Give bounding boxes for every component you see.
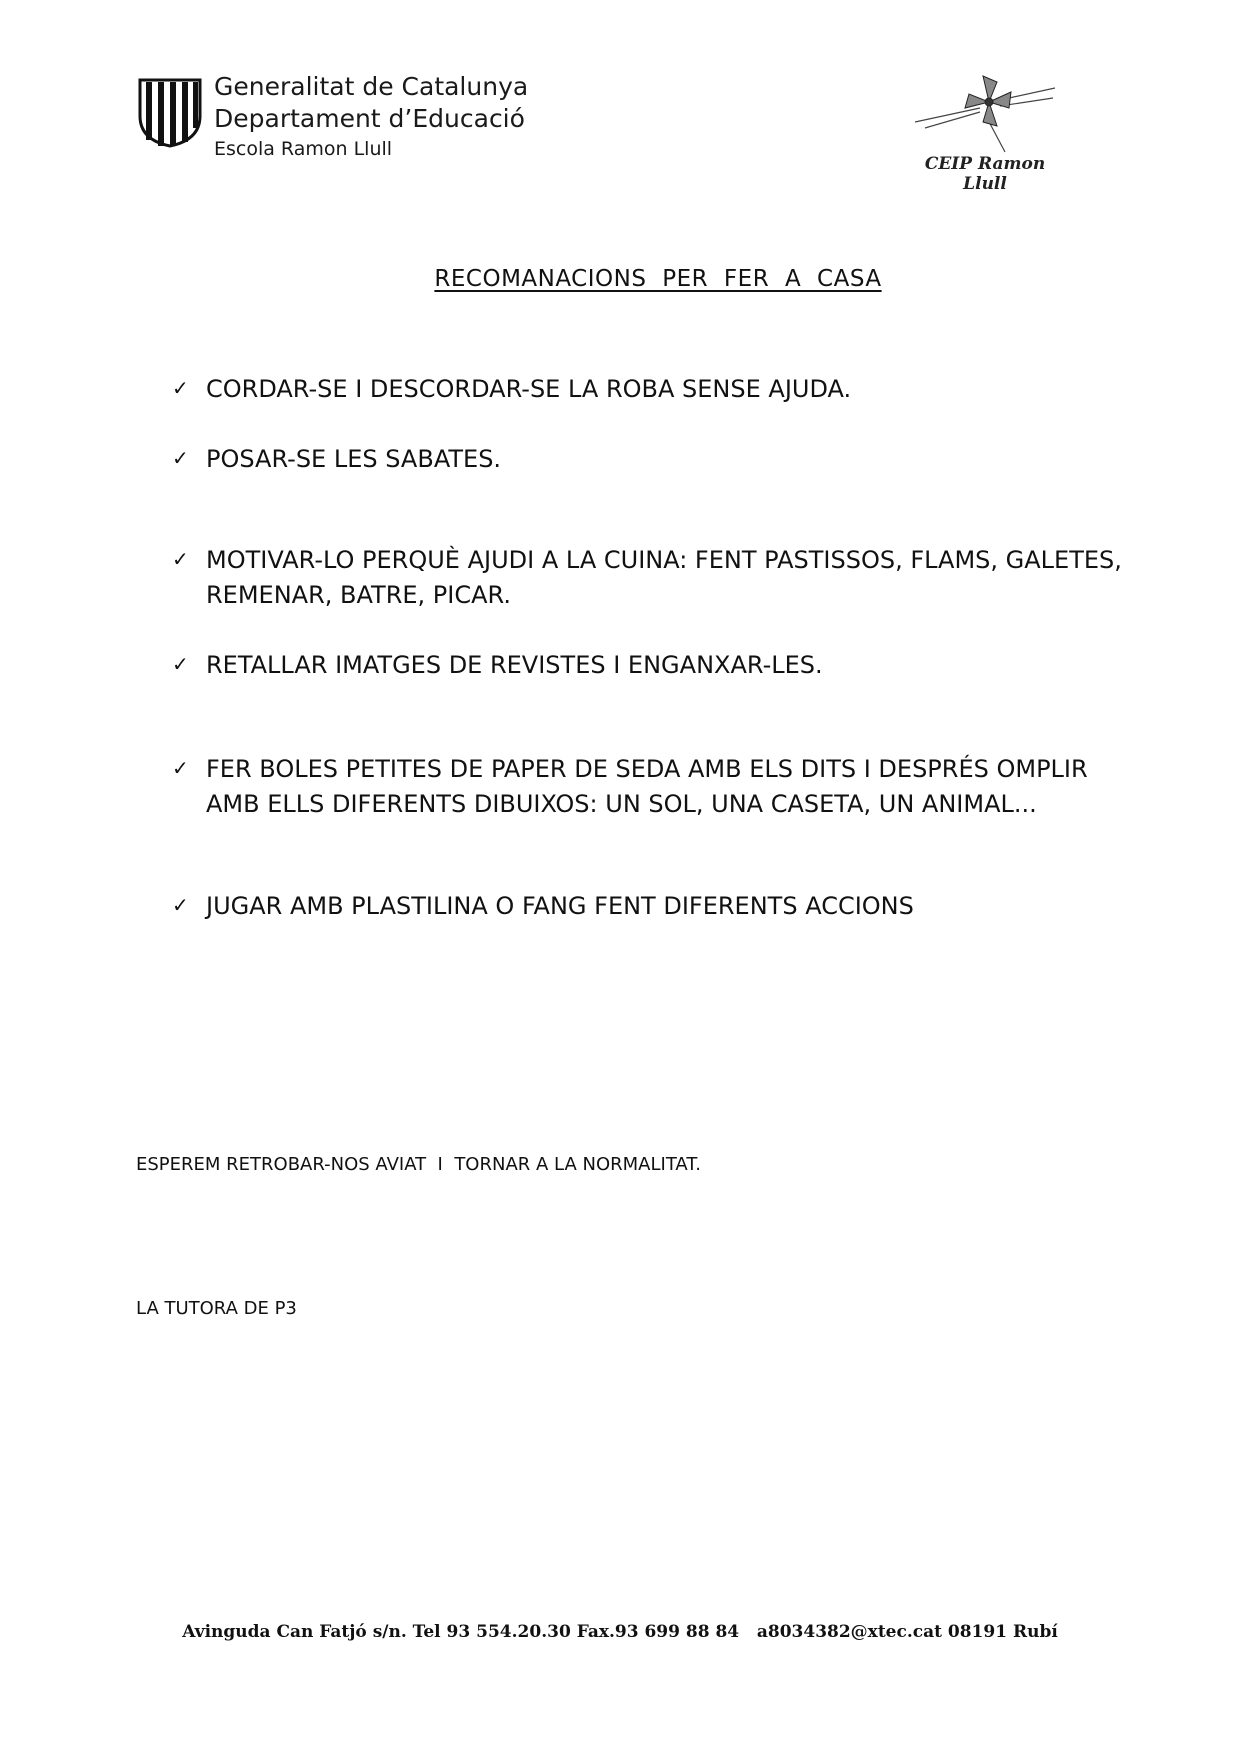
list-item — [172, 543, 1132, 613]
check-icon: ✓ — [172, 376, 189, 400]
pinwheel-logo-icon — [905, 70, 1065, 160]
signature: LA TUTORA DE P3 — [136, 1298, 297, 1319]
list-item — [172, 442, 1132, 477]
page-title: RECOMANACIONS PER FER A CASA — [434, 266, 882, 292]
recommendation-text: RETALLAR IMATGES DE REVISTES I ENGANXAR-LES. — [206, 651, 823, 679]
check-icon: ✓ — [172, 652, 189, 676]
letterhead-left — [136, 74, 528, 159]
list-item — [172, 752, 1132, 822]
check-icon: ✓ — [172, 547, 189, 571]
school-logo-text: CEIP Ramon Llull — [924, 154, 1046, 194]
recommendation-text: JUGAR AMB PLASTILINA O FANG FENT DIFERENTS ACCIONS — [206, 892, 914, 920]
check-icon: ✓ — [172, 756, 189, 780]
list-item — [172, 889, 1132, 924]
recommendation-text: CORDAR-SE I DESCORDAR-SE LA ROBA SENSE AJUDA. — [206, 375, 852, 403]
check-icon: ✓ — [172, 446, 189, 470]
list-item — [172, 648, 1132, 683]
school-logo — [905, 70, 1065, 194]
school-name: Escola Ramon Llull — [214, 138, 393, 160]
check-icon: ✓ — [172, 893, 189, 917]
recommendation-text: FER BOLES PETITES DE PAPER DE SEDA AMB ELS DITS I DESPRÉS OMPLIR AMB ELLS DIFERENTS DIBUIXOS: UN SOL, UNA CASETA, UN ANIMAL... — [206, 755, 1088, 818]
recommendation-text: POSAR-SE LES SABATES. — [206, 445, 502, 473]
department-name: Departament d’Educació — [214, 104, 525, 133]
list-item — [172, 372, 1132, 407]
catalan-crest-icon — [136, 76, 204, 148]
government-name: Generalitat de Catalunya — [214, 72, 529, 101]
footer-address: Avinguda Can Fatjó s/n. Tel 93 554.20.30 Fax.93 699 88 84 a8034382@xtec.cat 08191 Rubí — [182, 1622, 1058, 1642]
recommendation-text: MOTIVAR-LO PERQUÈ AJUDI A LA CUINA: FENT PASTISSOS, FLAMS, GALETES, REMENAR, BATRE, PICAR. — [206, 546, 1122, 609]
closing-message: ESPEREM RETROBAR-NOS AVIAT I TORNAR A LA NORMALITAT. — [136, 1154, 701, 1175]
letterhead-text — [214, 74, 528, 159]
